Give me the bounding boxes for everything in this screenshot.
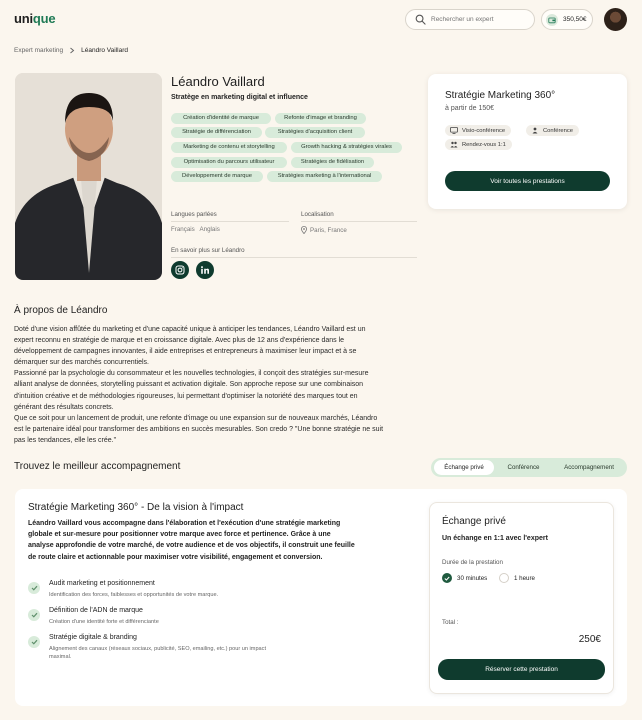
location — [301, 226, 347, 234]
offer-description: Léandro Vaillard vous accompagne dans l'élaboration et l'exécution d'une stratégie marketing globale et sur-mesure pour positionner votre marque avec force et pertinence. Grâce à une analyse approfondie de votre marché, de votre audience et de vos objectifs, il construit une feuille de route claire et actionnable pour maximiser votre visibilité, engagement et conversion. — [28, 520, 355, 561]
feature-desc: Alignement des canaux (réseaux sociaux, publicité, SEO, emailing, etc.) pour un impact maximal. — [49, 646, 267, 660]
conference-icon — [531, 127, 539, 134]
booking-title: Échange privé — [442, 516, 506, 527]
expertise-tag: Optimisation du parcours utilisateur — [171, 157, 287, 168]
booking-subtitle: Un échange en 1:1 avec l'expert — [442, 535, 548, 542]
breadcrumb-current: Léandro Vaillard — [81, 47, 128, 54]
feature-title: Audit marketing et positionnement — [49, 580, 155, 587]
service-price: à partir de 150€ — [445, 105, 495, 112]
languages-value: Français Anglais — [171, 226, 220, 233]
instagram-icon — [175, 265, 185, 275]
divider — [171, 257, 417, 258]
expert-subtitle: Stratège en marketing digital et influence — [171, 94, 308, 101]
location-value: Paris, France — [310, 226, 347, 234]
total-label: Total : — [442, 619, 459, 626]
logo[interactable]: unique — [14, 11, 56, 26]
divider — [171, 221, 289, 222]
divider — [301, 221, 417, 222]
wallet-amount: 350,50€ — [563, 16, 587, 23]
format-chip-conference: Conférence — [526, 125, 579, 136]
radio-unchecked-icon — [499, 573, 509, 583]
breadcrumb — [14, 47, 128, 54]
service-title: Stratégie Marketing 360° — [445, 90, 556, 101]
search-input[interactable] — [431, 16, 526, 23]
view-all-services-button[interactable]: Voir toutes les prestations — [445, 171, 610, 191]
wallet-balance[interactable] — [541, 9, 593, 30]
top-bar — [0, 0, 642, 38]
booking-card — [429, 502, 614, 694]
expertise-tag: Stratégies marketing à l'international — [267, 171, 382, 182]
about-title: À propos de Léandro — [14, 305, 108, 316]
duration-option-30[interactable]: 30 minutes — [442, 573, 487, 583]
more-about-label: En savoir plus sur Léandro — [171, 247, 245, 254]
chevron-right-icon — [69, 47, 75, 54]
total-price: 250€ — [578, 634, 601, 645]
radio-checked-icon — [442, 573, 452, 583]
feature-title: Définition de l'ADN de marque — [49, 607, 143, 614]
feature-title: Stratégie digitale & branding — [49, 634, 137, 641]
expertise-tag: Stratégies d'acquisition client — [265, 127, 365, 138]
video-call-icon — [450, 127, 458, 134]
offer-title: Stratégie Marketing 360° - De la vision à l'impact — [28, 502, 244, 513]
feature-desc: Identification des forces, faiblesses et opportunités de votre marque. — [49, 592, 219, 598]
book-service-button[interactable]: Réserver cette prestation — [438, 659, 605, 680]
expert-name: Léandro Vaillard — [171, 74, 265, 89]
about-text: Doté d'une vision affûtée du marketing et d'une capacité unique à anticiper les tendances, Léandro Vaillard est un expert reconnu en stratégie de marque et en croissance digitale. Avec plus de 12 ans d'expérience dans le développement de campagnes innovantes, il aide entreprises et entrepreneurs à maximiser leur impact et à se démarquer sur des marchés concurrentiels. Passionné par la psychologie du consommateur et les nouvelles technologies, il conçoit des stratégies sur-mesure alliant analyse de données, storytelling puissant et activation digitale. Son approche repose sur une combinaison d'intuition créative et de méthodologies rigoureuses, lui permettant d'optimiser la notoriété des marques tout en générant des résultats concrets. Que ce soit pour un lancement de produit, une refonte d'image ou une expansion sur de nouveaux marchés, Léandro est le partenaire idéal pour transformer des ambitions en succès mesurables. Son credo ? "Une bonne stratégie ne suit pas les tendances, elle les crée." — [14, 326, 384, 444]
location-pin-icon — [301, 226, 307, 234]
feature-desc: Création d'une identité forte et différenciante — [49, 619, 159, 625]
duration-option-60[interactable]: 1 heure — [499, 573, 535, 583]
instagram-button[interactable] — [171, 261, 189, 279]
tab-conference[interactable]: Conférence — [507, 464, 540, 471]
check-icon — [28, 609, 40, 621]
expertise-tag: Refonte d'image et branding — [275, 113, 366, 124]
service-summary-card — [428, 74, 627, 209]
location-label: Localisation — [301, 211, 334, 218]
search-bar[interactable] — [405, 9, 535, 30]
expertise-tag: Développement de marque — [171, 171, 263, 182]
expertise-tag: Création d'identité de marque — [171, 113, 271, 124]
tab-echange-prive[interactable]: Échange privé — [434, 460, 494, 475]
languages-label: Langues parlées — [171, 211, 217, 218]
expertise-tag: Marketing de contenu et storytelling — [171, 142, 287, 153]
format-chip-rendezvous: Rendez-vous 1:1 — [445, 139, 512, 150]
avatar[interactable] — [604, 8, 627, 31]
expertise-tag: Growth hacking & stratégies virales — [291, 142, 402, 153]
wallet-icon — [546, 14, 558, 26]
linkedin-button[interactable] — [196, 261, 214, 279]
duration-label: Durée de la prestation — [442, 559, 503, 566]
check-icon — [28, 582, 40, 594]
expertise-tag: Stratégie de différenciation — [171, 127, 262, 138]
breadcrumb-parent[interactable]: Expert marketing — [14, 47, 64, 54]
offer-type-tabs — [431, 458, 627, 477]
expertise-tag: Stratégies de fidélisation — [291, 157, 374, 168]
tab-accompagnement[interactable]: Accompagnement — [564, 464, 614, 471]
check-icon — [28, 636, 40, 648]
people-icon — [450, 141, 458, 148]
find-section-title: Trouvez le meilleur accompagnement — [14, 461, 181, 472]
linkedin-icon — [200, 265, 210, 275]
search-icon — [415, 14, 426, 25]
format-chip-visio: Visio-conférence — [445, 125, 511, 136]
profile-photo — [15, 73, 162, 280]
